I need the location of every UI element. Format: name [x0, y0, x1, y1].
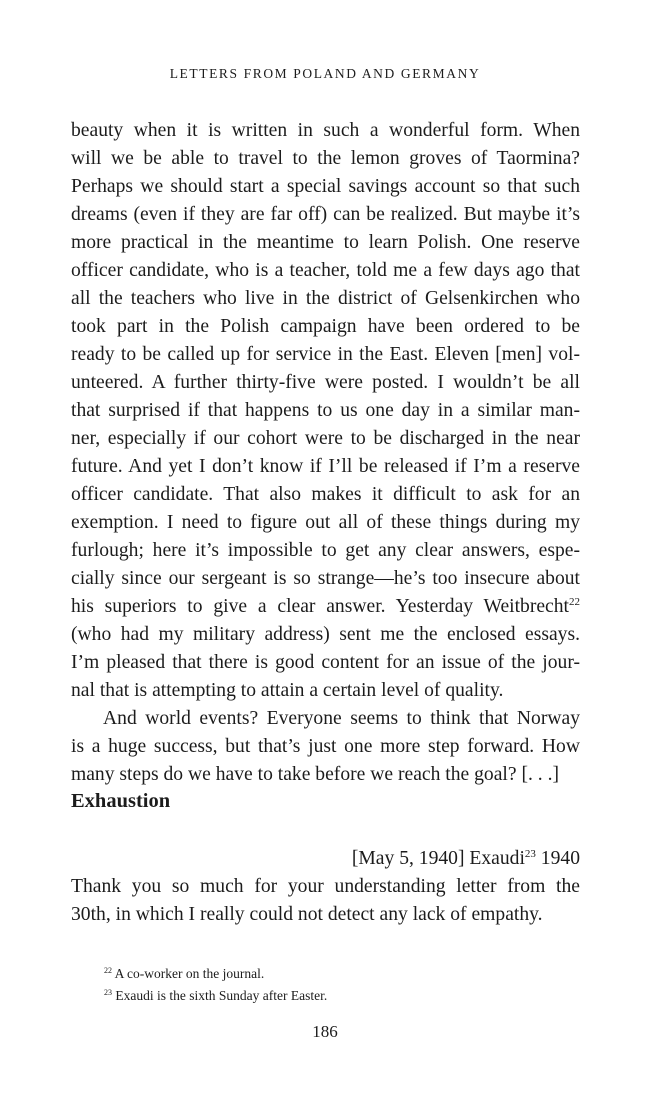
text-line: ready to be called up for service in the East. Eleven [men] vol-: [71, 344, 580, 365]
running-head: LETTERS FROM POLAND AND GERMANY: [169, 66, 481, 81]
text-line: more practical in the meantime to learn Polish. One reserve: [71, 232, 580, 253]
text-line: dreams (even if they are far off) can be realized. But maybe it’s: [71, 204, 580, 225]
text-line: exemption. I need to figure out all of these things during my: [71, 512, 580, 533]
footnote-text: A co-worker on the journal.: [114, 966, 265, 981]
text-line: I’m pleased that there is good content for an issue of the jour-: [71, 652, 580, 673]
text-line: And world events? Everyone seems to think that Norway: [103, 708, 580, 729]
letter-text: [71, 873, 580, 929]
text-line: nal that is attempting to attain a certain level of quality.: [71, 680, 504, 701]
text-line: [71, 593, 580, 621]
footnote-mark: 22: [104, 966, 112, 975]
text-line: Thank you so much for your understanding letter from the: [71, 876, 580, 897]
footnote: [104, 963, 327, 985]
text-line: many steps do we have to take before we reach the goal? [. . .]: [71, 764, 560, 785]
text-line: beauty when it is written in such a wonderful form. When: [71, 120, 580, 141]
text-line: is a huge success, but that’s just one more step forward. How: [71, 736, 580, 757]
text-line: future. And yet I don’t know if I’ll be released if I’m a reserve: [71, 456, 580, 477]
text-line: cially since our sergeant is so strange—he’s too insecure about: [71, 568, 580, 589]
text-line: officer candidate. That also makes it difficult to ask for an: [71, 484, 580, 505]
text-line: furlough; here it’s impossible to get any clear answers, espe-: [71, 540, 580, 561]
section-heading: Exhaustion: [71, 790, 171, 812]
line-text: his superiors to give a clear answer. Yesterday Weitbrecht: [71, 596, 569, 617]
footnotes: [104, 963, 327, 1007]
page-number: 186: [312, 1022, 338, 1041]
letter-dateline: [352, 845, 580, 873]
text-line: Perhaps we should start a special savings account so that such: [71, 176, 580, 197]
footnote-mark: 23: [104, 988, 112, 997]
footnote-ref[interactable]: 22: [569, 596, 580, 608]
footnote: [104, 985, 327, 1007]
text-line: officer candidate, who is a teacher, told me a few days ago that: [71, 260, 580, 281]
footnote-ref[interactable]: 23: [524, 848, 536, 860]
main-text: [71, 117, 580, 789]
text-line: all the teachers who live in the district of Gelsenkirchen who: [71, 288, 580, 309]
text-line: 30th, in which I really could not detect any lack of empathy.: [71, 904, 543, 925]
text-line: took part in the Polish campaign have been ordered to be: [71, 316, 580, 337]
text-line: that surprised if that happens to us one day in a similar man-: [71, 400, 580, 421]
footnote-text: Exaudi is the sixth Sunday after Easter.: [115, 988, 328, 1003]
text-line: ner, especially if our cohort were to be discharged in the near: [71, 428, 580, 449]
dateline-year: 1940: [535, 848, 580, 869]
text-line: will we be able to travel to the lemon groves of Taormina?: [71, 148, 580, 169]
text-line: (who had my military address) sent me the enclosed essays.: [71, 624, 580, 645]
dateline-text: [May 5, 1940] Exaudi: [351, 848, 525, 869]
text-line: unteered. A further thirty-five were posted. I wouldn’t be all: [71, 372, 580, 393]
